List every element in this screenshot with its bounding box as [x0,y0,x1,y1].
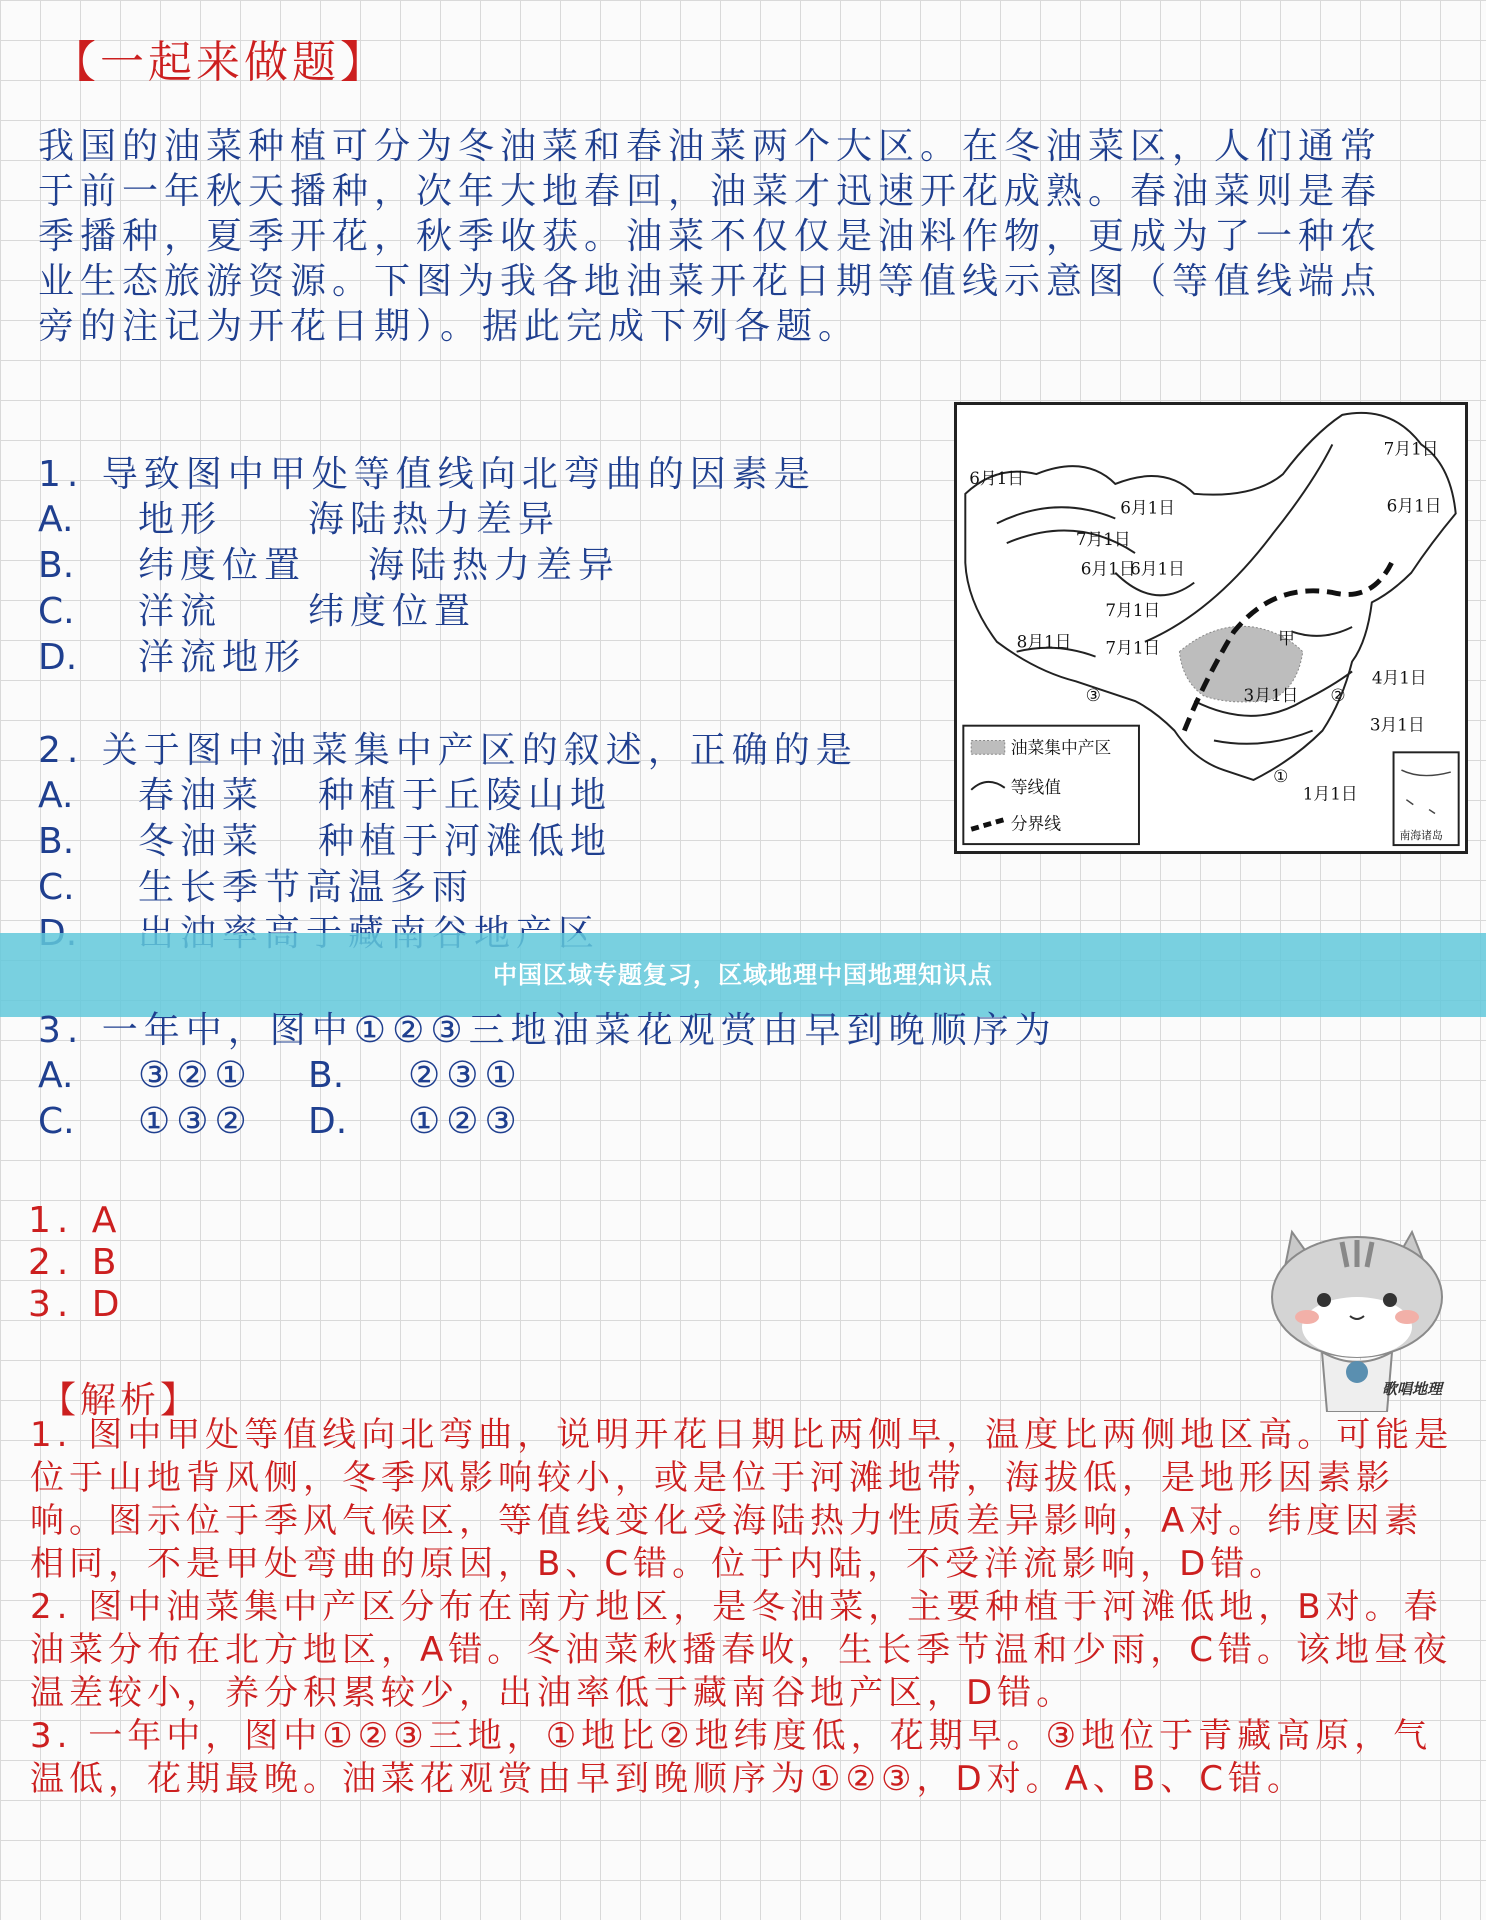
option-letter: D. [308,1101,348,1142]
option-text: ③②① [138,1055,253,1096]
legend-swatch-area [971,740,1005,754]
option-text-b: 海陆热力差异 [308,499,561,540]
option-text-a: 冬油菜 [138,821,265,862]
q1-option-b [38,543,816,589]
map-label: 甲 [1278,627,1295,648]
legend-label: 油菜集中产区 [1010,737,1112,758]
cat-mascot-sticker [1262,1212,1486,1412]
china-outline-map [957,405,1465,851]
question-1 [38,446,816,681]
inset-label: 南海诸岛 [1399,829,1443,843]
contour-line [1214,731,1313,744]
map-label: 7月1日 [1105,600,1161,621]
option-letter: A. [38,775,74,816]
rapeseed-bloom-date-map [954,402,1468,854]
map-label: 7月1日 [1383,438,1439,459]
question-1-stem: 1. 导致图中甲处等值线向北弯曲的因素是 [38,454,816,495]
question-3-stem: 3. 一年中，图中①②③三地油菜花观赏由早到晚顺序为 [38,1010,1057,1051]
option-letter: A. [38,499,74,540]
map-label: 7月1日 [1075,529,1131,550]
question-3 [38,1002,1057,1145]
legend-label: 分界线 [1010,813,1061,834]
map-label: 3月1日 [1243,685,1299,706]
analysis-paragraph-3: 3. 一年中，图中①②③三地，①地比②地纬度低，花期早。③地位于青藏高原，气温低，花期最晚。油菜花观赏由早到晚顺序为①②③，D对。A、B、C错。 [30,1716,1433,1799]
answer-1: 1. A [28,1200,123,1241]
option-text-a: 洋流 [138,591,223,632]
page-heading: 【一起来做题】 [52,37,388,88]
analysis-body [30,1414,1460,1801]
option-text-b: 海陆热力差异 [368,545,621,586]
map-label: 6月1日 [969,467,1025,488]
q3-options-row-2 [38,1099,1057,1145]
option-text: ①②③ [408,1101,523,1142]
map-label: 6月1日 [1120,497,1176,518]
analysis-paragraph-2: 2. 图中油菜集中产区分布在南方地区，是冬油菜，主要种植于河滩低地，B对。春油菜分布在北方地区，A错。冬油菜秋播春收，生长季节温和少雨，C错。该地昼夜温差较小，养分积累较少，出油率低于藏南谷地产区，D错。 [30,1587,1452,1713]
answer-list [28,1200,126,1326]
option-letter: D. [38,637,78,678]
map-label: ① [1273,765,1289,786]
answer-3: 3. D [28,1284,126,1325]
question-2 [38,722,858,957]
option-letter: B. [308,1055,345,1096]
map-label: 3月1日 [1369,714,1425,735]
q1-option-d [38,635,816,681]
q3-options-row-1 [38,1053,1057,1099]
option-letter: C. [38,591,75,632]
option-letter: C. [38,1101,75,1142]
q1-option-a [38,497,816,543]
option-text-a: 春油菜 [138,775,265,816]
option-letter: C. [38,867,75,908]
legend-label: 等线值 [1010,776,1061,797]
analysis-paragraph-1: 1. 图中甲处等值线向北弯曲，说明开花日期比两侧早，温度比两侧地区高。可能是位于山地背风侧，冬季风影响较小，或是位于河滩地带，海拔低，是地形因素影响。图示位于季风气候区，等值线变化受海陆热力性质差异影响，A对。纬度因素相同，不是甲处弯曲的原因，B、C错。位于内陆，不受洋流影响，D错。 [30,1415,1454,1584]
map-label: 4月1日 [1371,667,1427,688]
option-letter: B. [38,545,75,586]
map-label: 1月1日 [1302,783,1358,804]
option-text-a: 生长季节高温多雨 [138,867,475,908]
option-text-a: 地形 [138,499,223,540]
map-label: 6月1日 [1386,495,1442,516]
analysis-title: 【解析】 [40,1380,201,1421]
option-text-a: 纬度位置 [138,545,307,586]
question-2-stem: 2. 关于图中油菜集中产区的叙述，正确的是 [38,730,858,771]
option-text-b: 纬度位置 [308,591,477,632]
option-text: ②③① [408,1055,523,1096]
option-letter: A. [38,1055,74,1096]
answer-2: 2. B [28,1242,123,1283]
option-text-a: 洋流地形 [138,637,307,678]
q2-option-b [38,819,858,865]
map-label: ② [1330,685,1346,706]
cat-icon [1262,1212,1486,1412]
map-label: 6月1日 [1080,558,1136,579]
contour-line [1293,627,1352,636]
intro-paragraph: 我国的油菜种植可分为冬油菜和春油菜两个大区。在冬油菜区，人们通常于前一年秋天播种，次年大地春回，油菜才迅速开花成熟。春油菜则是春季播种，夏季开花，秋季收获。油菜不仅仅是油料作物，更成为了一种农业生态旅游资源。下图为我各地油菜开花日期等值线示意图（等值线端点旁的注记为开花日期）。据此完成下列各题。 [38,126,1383,347]
map-label: 6月1日 [1130,558,1185,579]
q1-option-c [38,589,816,635]
option-text-b: 种植于丘陵山地 [318,775,613,816]
option-text-b: 种植于河滩低地 [318,821,613,862]
map-label: 8月1日 [1016,631,1072,652]
q2-option-c [38,865,858,911]
map-label: ③ [1085,685,1101,706]
banner-title: 中国区域专题复习，区域地理中国地理知识点 [493,961,993,989]
map-label: 7月1日 [1105,637,1161,658]
option-text: ①③② [138,1101,253,1142]
contour-line [997,507,1115,523]
option-letter: B. [38,821,75,862]
cat-caption: 歌唱地理 [1382,1380,1443,1398]
q2-option-a [38,773,858,819]
contour-line [1145,444,1332,641]
